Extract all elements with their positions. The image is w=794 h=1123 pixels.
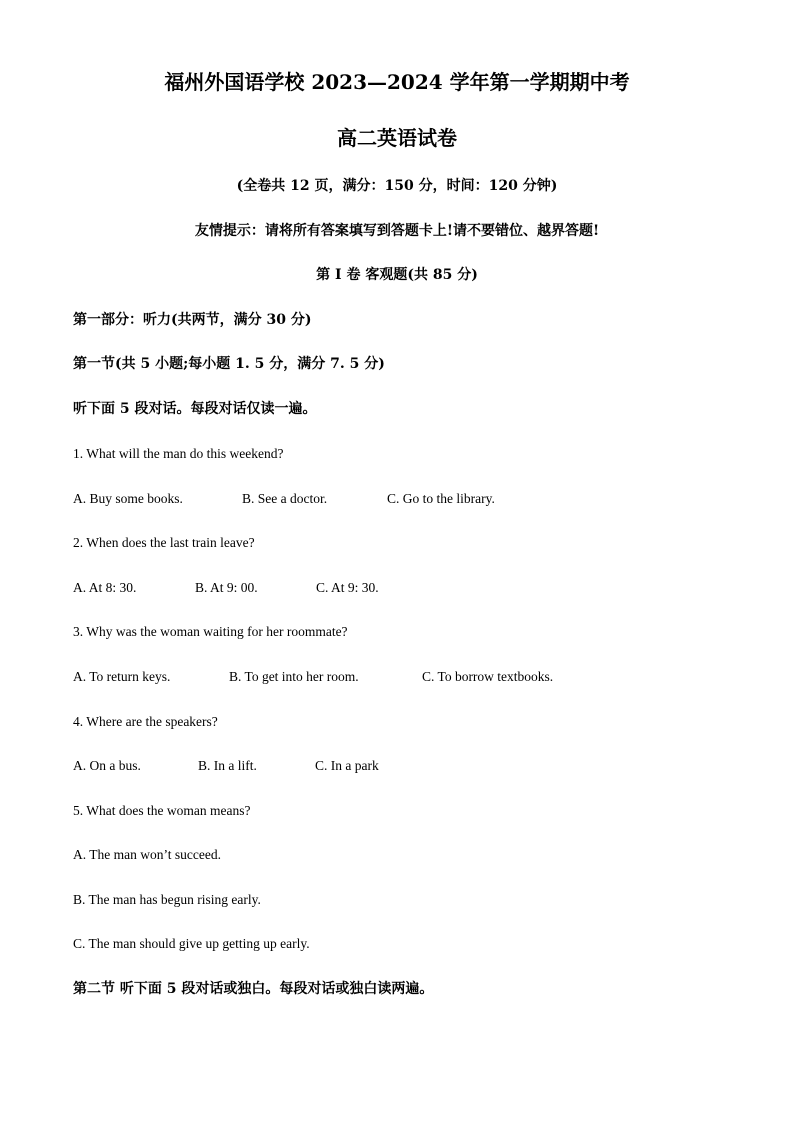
exam-title: 福州外国语学校 2023—2024 学年第一学期期中考: [164, 70, 630, 94]
option-a: A. On a bus.: [73, 758, 141, 773]
section1-title: 第一节(共 5 小题;每小题 1. 5 分，满分 7. 5 分): [73, 356, 385, 372]
question-stem: 1. What will the man do this weekend?: [73, 446, 284, 461]
option-a: A. Buy some books.: [73, 491, 183, 506]
volume-heading: 第 I 卷 客观题(共 85 分): [316, 267, 478, 283]
option-c: C. To borrow textbooks.: [422, 669, 554, 684]
option-c: C. In a park: [315, 758, 379, 773]
option-c: C. Go to the library.: [387, 491, 495, 506]
option-c: C. The man should give up getting up early.: [73, 936, 310, 951]
option-a: A. The man won’t succeed.: [73, 847, 221, 862]
option-c: C. At 9: 30.: [316, 580, 379, 595]
question-options: [73, 670, 773, 686]
section2-title: 第二节 听下面 5 段对话或独白。每段对话或独白读两遍。: [73, 981, 434, 997]
option-b: B. The man has begun rising early.: [73, 892, 261, 907]
question-options: [73, 581, 773, 597]
friendly-tip: 友情提示：请将所有答案填写到答题卡上!请不要错位、越界答题!: [194, 223, 600, 239]
question-stem: 4. Where are the speakers?: [73, 714, 218, 729]
exam-subtitle: 高二英语试卷: [337, 126, 457, 150]
question-stem: 5. What does the woman means?: [73, 803, 251, 818]
question-options: [73, 759, 773, 775]
option-a: A. At 8: 30.: [73, 580, 137, 595]
option-b: B. At 9: 00.: [195, 580, 258, 595]
part1-title: 第一部分：听力(共两节，满分 30 分): [73, 312, 312, 328]
question-options: [73, 492, 773, 508]
exam-info: (全卷共 12 页，满分：150 分，时间：120 分钟): [236, 178, 558, 194]
section1-instruction: 听下面 5 段对话。每段对话仅读一遍。: [73, 401, 317, 417]
question-stem: 2. When does the last train leave?: [73, 535, 255, 550]
question-stem: 3. Why was the woman waiting for her roommate?: [73, 624, 348, 639]
option-b: B. In a lift.: [198, 758, 257, 773]
option-a: A. To return keys.: [73, 669, 171, 684]
option-b: B. See a doctor.: [242, 491, 328, 506]
option-b: B. To get into her room.: [229, 669, 359, 684]
